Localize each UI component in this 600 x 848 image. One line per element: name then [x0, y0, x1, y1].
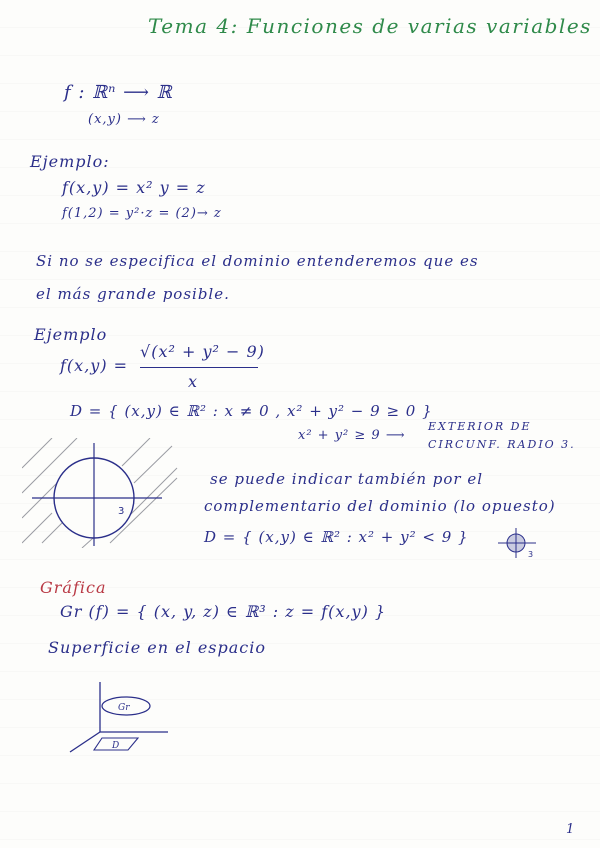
graph-definition: Gr (f) = { (x, y, z) ∈ ℝ³ : z = f(x,y) } — [60, 602, 387, 621]
example2-domain: D = { (x,y) ∈ ℝ² : x ≠ 0 , x² + y² − 9 ≥ 0 } — [70, 402, 433, 420]
surface-gr-label: Gr — [118, 703, 130, 713]
graph-heading: Gráfica — [40, 578, 107, 597]
complement-line-1: se puede indicar también por el — [210, 470, 484, 488]
surface-domain-label: D — [112, 741, 120, 751]
sketch-radius-label: 3 — [118, 506, 125, 517]
surface-caption: Superficie en el espacio — [48, 638, 266, 657]
example2-denominator: x — [188, 372, 199, 391]
surface-sketch — [64, 676, 174, 756]
page-number: 1 — [566, 822, 576, 837]
complement-line-2: complementario del dominio (lo opuesto) — [204, 497, 556, 515]
example1-heading: Ejemplo: — [30, 152, 110, 171]
example1-line-2: f(1,2) = y²·z = (2)→ z — [62, 206, 222, 221]
example2-heading: Ejemplo — [34, 325, 108, 344]
page-title: Tema 4: Funciones de varias variables — [148, 14, 592, 38]
example2-numerator: √(x² + y² − 9) — [140, 342, 265, 361]
mapping-line-2: (x,y) ⟶ z — [88, 112, 160, 127]
domain-note-line-1: Si no se especifica el dominio entenderemos que es — [36, 252, 479, 270]
domain-note-line-2: el más grande posible. — [36, 285, 230, 303]
example2-function-lhs: f(x,y) = — [60, 356, 129, 375]
mini-disc-sketch — [494, 526, 542, 562]
fraction-bar — [140, 367, 258, 368]
exterior-label-2: CIRCUNF. RADIO 3. — [428, 438, 576, 451]
complement-line-3: D = { (x,y) ∈ ℝ² : x² + y² < 9 } — [204, 528, 469, 546]
mapping-line-1: f : ℝⁿ ⟶ ℝ — [64, 82, 173, 103]
example1-line-1: f(x,y) = x² y = z — [62, 178, 206, 197]
domain-sketch — [22, 438, 182, 548]
exterior-label-1: EXTERIOR DE — [428, 420, 532, 433]
example2-inequality: x² + y² ≥ 9 ⟶ — [298, 428, 406, 443]
mini-disc-label: 3 — [528, 550, 534, 559]
